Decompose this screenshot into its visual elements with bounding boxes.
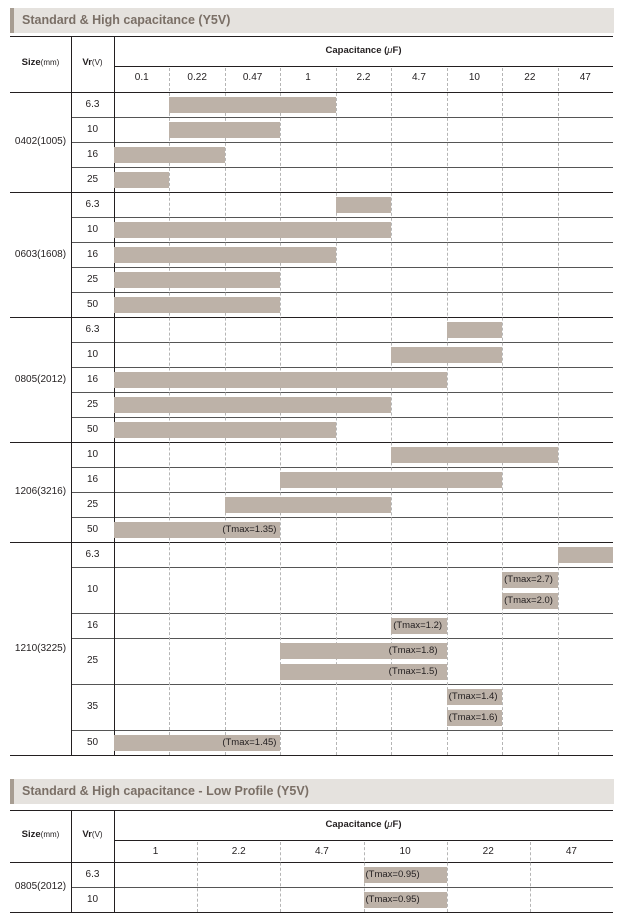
capacitance-column-label: 2.2 [356,72,371,83]
vr-value: 10 [86,123,99,135]
header-top-line [10,36,613,37]
section-title: Standard & High capacitance (Y5V) [10,8,614,33]
capacitance-header [114,45,613,56]
capacitance-header [114,819,613,830]
group-divider [10,542,613,543]
tmax-note: (Tmax=1.4) [448,691,498,702]
capacitance-column-label: 0.22 [187,72,207,83]
capacitance-range-bar [336,197,391,213]
vr-value: 50 [86,523,99,535]
column-gridline [558,68,559,755]
capacitance-range-bar [114,422,336,438]
column-gridline [197,842,198,912]
header-mid-line [114,66,613,67]
capacitance-range-bar [114,297,280,313]
vr-value: 16 [86,248,99,260]
vr-value: 25 [86,655,99,666]
column-gridline [502,68,503,755]
vr-value: 10 [86,448,99,460]
row-divider [71,492,613,493]
group-divider [10,755,613,756]
vr-value: 6.3 [85,323,100,335]
vr-value: 6.3 [85,98,100,110]
group-divider [10,317,613,318]
size-header-label: Size [21,829,41,840]
capacitance-column-label: 0.47 [242,72,263,83]
size-value: 1210(3225) [14,642,67,654]
row-divider [71,638,613,639]
row-divider [71,167,613,168]
row-divider [71,684,613,685]
capacitance-range-bar [114,222,391,238]
header-bottom-line [10,92,613,93]
row-divider [71,242,613,243]
capacitance-header-part: μ [387,819,393,830]
row-divider [71,567,613,568]
vr-header-unit: (V) [91,830,103,839]
vr-value: 16 [86,148,99,160]
size-header-unit: (mm) [40,830,60,839]
row-divider [71,730,613,731]
capacitance-column-label: 4.7 [314,846,329,857]
vr-column-border [114,810,115,912]
capacitance-range-bar [447,322,502,338]
vr-column-border [114,36,115,755]
row-divider [71,417,613,418]
tmax-note: (Tmax=1.6) [448,712,498,723]
vr-value: 16 [86,619,99,631]
tmax-note: (Tmax=1.35) [222,523,277,535]
capacitance-column-label: 22 [524,72,536,83]
group-divider [10,912,613,913]
tmax-note: (Tmax=0.95) [365,893,420,905]
capacitance-column-label: 47 [565,846,577,857]
header-top-line [10,810,613,811]
vr-header-unit: (V) [91,58,103,67]
size-header-label: Size [21,57,41,68]
capacitance-header-part: Capacitance ( [325,819,388,830]
capacitance-column-label: 2.2 [231,846,246,857]
vr-value: 50 [86,736,99,748]
row-divider [71,142,613,143]
capacitance-column-label: 47 [579,72,591,83]
capacitance-range-bar [114,172,169,188]
vr-header-label: Vr [82,57,92,68]
size-value: 0402(1005) [14,136,67,147]
vr-value: 6.3 [85,198,100,210]
capacitance-column-label: 10 [468,72,480,83]
row-divider [71,342,613,343]
row-divider [71,887,613,888]
vr-value: 10 [86,223,99,235]
capacitance-range-bar [280,472,502,488]
size-value: 0603(1608) [14,248,67,260]
column-gridline [447,68,448,755]
column-gridline [447,842,448,912]
vr-value: 6.3 [85,868,100,880]
section-title: Standard & High capacitance - Low Profile (Y5V) [10,779,614,804]
capacitance-column-label: 1 [305,72,311,83]
capacitance-column-label: 1 [152,846,159,857]
row-divider [71,217,613,218]
vr-value: 10 [86,348,99,360]
column-gridline [530,842,531,912]
vr-value: 25 [86,498,99,510]
header-bottom-line [10,862,613,863]
group-divider [10,442,613,443]
size-column-border [71,810,72,912]
vr-value: 50 [86,423,99,435]
capacitance-range-bar [169,97,335,113]
vr-value: 35 [86,701,99,712]
tmax-note: (Tmax=1.5) [388,666,438,677]
capacitance-column-label: 22 [482,846,494,857]
capacitance-header-part: μ [387,45,393,56]
capacitance-column-label: 0.1 [134,72,149,83]
vr-value: 25 [86,398,99,410]
column-gridline [280,842,281,912]
vr-value: 16 [86,473,99,485]
row-divider [71,117,613,118]
capacitance-header-part: F) [392,819,402,830]
tmax-note: (Tmax=0.95) [365,868,420,880]
row-divider [71,392,613,393]
tmax-note: (Tmax=1.45) [222,736,277,748]
capacitance-header-part: F) [392,45,402,56]
row-divider [71,292,613,293]
vr-value: 6.3 [85,548,100,560]
size-header [10,57,71,68]
capacitance-column-label: 10 [399,846,411,857]
vr-value: 50 [86,298,99,310]
size-value: 0805(2012) [14,881,67,892]
tmax-note: (Tmax=2.0) [504,595,553,606]
vr-header-label: Vr [82,829,92,840]
capacitance-range-bar [225,497,391,513]
row-divider [71,613,613,614]
row-divider [71,467,613,468]
capacitance-range-bar [114,247,336,263]
vr-value: 25 [86,173,99,185]
capacitance-column-label: 4.7 [411,72,426,83]
capacitance-range-bar [114,147,225,163]
capacitance-range-bar [114,372,447,388]
vr-value: 10 [86,584,99,595]
tmax-note: (Tmax=1.8) [388,645,438,656]
size-value: 1206(3216) [14,486,67,497]
capacitance-range-bar [114,272,280,288]
vr-header [71,829,114,840]
size-header-unit: (mm) [40,58,60,67]
vr-value: 10 [86,893,99,905]
row-divider [71,267,613,268]
row-divider [71,367,613,368]
vr-value: 25 [86,273,99,285]
vr-header [71,57,114,68]
capacitance-header-part: Capacitance ( [325,45,388,56]
group-divider [10,192,613,193]
header-mid-line [114,840,613,841]
capacitance-range-bar [558,547,613,563]
size-value: 0805(2012) [14,373,67,385]
tmax-note: (Tmax=2.7) [504,574,553,585]
capacitance-range-bar [391,347,502,363]
size-header [10,829,71,840]
capacitance-range-bar [169,122,280,138]
capacitance-range-bar [391,447,557,463]
size-column-border [71,36,72,755]
capacitance-range-bar [114,397,391,413]
tmax-note: (Tmax=1.2) [393,619,443,631]
row-divider [71,517,613,518]
vr-value: 16 [86,373,99,385]
